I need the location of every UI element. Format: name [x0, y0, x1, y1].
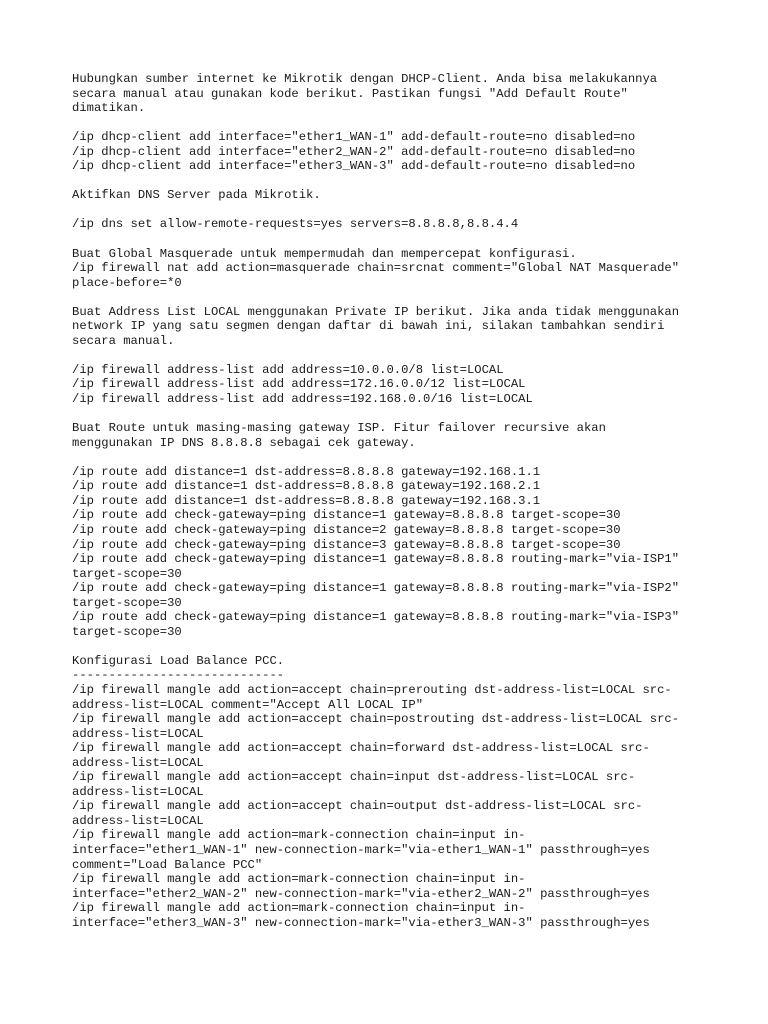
text-line: Buat Global Masquerade untuk mempermudah dan mempercepat konfigurasi. — [72, 246, 577, 261]
text-line: /ip route add check-gateway=ping distance=1 gateway=8.8.8.8 target-scope=30 — [72, 508, 621, 523]
blank-line — [72, 348, 722, 363]
text-line: ----------------------------- — [72, 668, 285, 683]
blank-line — [72, 290, 722, 305]
text-line: /ip firewall address-list add address=192.168.0.0/16 list=LOCAL — [72, 392, 533, 407]
text-line: /ip firewall mangle add action=accept chain=postrouting dst-address-list=LOCAL src- — [72, 712, 680, 727]
text-line: /ip firewall mangle add action=accept chain=input dst-address-list=LOCAL src- — [72, 770, 636, 785]
text-line: secara manual. — [72, 333, 175, 348]
text-line: /ip firewall nat add action=masquerade chain=srcnat comment="Global NAT Masquerade" — [72, 261, 680, 276]
document-body — [72, 72, 722, 930]
blank-line — [72, 203, 722, 218]
text-line: /ip route add check-gateway=ping distance=1 gateway=8.8.8.8 routing-mark="via-ISP1" — [72, 552, 680, 567]
text-line: secara manual atau gunakan kode berikut. Pastikan fungsi "Add Default Route" — [72, 86, 628, 101]
text-line: /ip route add distance=1 dst-address=8.8.8.8 gateway=192.168.1.1 — [72, 464, 541, 479]
text-line: /ip dhcp-client add interface="ether3_WAN-3" add-default-route=no disabled=no — [72, 159, 636, 174]
blank-line — [72, 450, 722, 465]
text-line: place-before=*0 — [72, 275, 182, 290]
text-line: /ip firewall mangle add action=mark-connection chain=input in- — [72, 872, 526, 887]
text-line: target-scope=30 — [72, 566, 182, 581]
text-line: target-scope=30 — [72, 624, 182, 639]
text-line: Hubungkan sumber internet ke Mikrotik dengan DHCP-Client. Anda bisa melakukannya — [72, 72, 658, 86]
blank-line — [72, 116, 722, 131]
text-line: target-scope=30 — [72, 595, 182, 610]
text-line: /ip firewall mangle add action=accept chain=prerouting dst-address-list=LOCAL src- — [72, 682, 672, 697]
text-line: /ip firewall address-list add address=172.16.0.0/12 list=LOCAL — [72, 377, 526, 392]
text-line: /ip route add distance=1 dst-address=8.8.8.8 gateway=192.168.3.1 — [72, 493, 541, 508]
text-line: /ip dhcp-client add interface="ether2_WAN-2" add-default-route=no disabled=no — [72, 144, 636, 159]
text-line: interface="ether2_WAN-2" new-connection-mark="via-ether2_WAN-2" passthrough=yes — [72, 886, 650, 901]
text-line: Buat Route untuk masing-masing gateway ISP. Fitur failover recursive akan — [72, 421, 606, 436]
text-line: /ip route add distance=1 dst-address=8.8.8.8 gateway=192.168.2.1 — [72, 479, 541, 494]
text-line: /ip dhcp-client add interface="ether1_WAN-1" add-default-route=no disabled=no — [72, 130, 636, 145]
text-line: /ip route add check-gateway=ping distance=3 gateway=8.8.8.8 target-scope=30 — [72, 537, 621, 552]
text-line: Konfigurasi Load Balance PCC. — [72, 653, 285, 668]
text-line: comment="Load Balance PCC" — [72, 857, 263, 872]
text-line: address-list=LOCAL — [72, 813, 204, 828]
blank-line — [72, 232, 722, 247]
text-line: address-list=LOCAL comment="Accept All LOCAL IP" — [72, 697, 424, 712]
text-line: /ip route add check-gateway=ping distance=2 gateway=8.8.8.8 target-scope=30 — [72, 522, 621, 537]
text-line: /ip firewall mangle add action=mark-connection chain=input in- — [72, 901, 526, 916]
text-line: interface="ether1_WAN-1" new-connection-mark="via-ether1_WAN-1" passthrough=yes — [72, 842, 650, 857]
text-line: menggunakan IP DNS 8.8.8.8 sebagai cek gateway. — [72, 435, 416, 450]
text-line: interface="ether3_WAN-3" new-connection-mark="via-ether3_WAN-3" passthrough=yes — [72, 915, 650, 930]
text-line: dimatikan. — [72, 101, 146, 116]
text-line: /ip firewall address-list add address=10.0.0.0/8 list=LOCAL — [72, 362, 504, 377]
blank-line — [72, 174, 722, 189]
text-line: /ip route add check-gateway=ping distance=1 gateway=8.8.8.8 routing-mark="via-ISP3" — [72, 610, 680, 625]
text-line: Aktifkan DNS Server pada Mikrotik. — [72, 188, 321, 203]
text-line: /ip firewall mangle add action=mark-connection chain=input in- — [72, 828, 526, 843]
text-line: /ip route add check-gateway=ping distance=1 gateway=8.8.8.8 routing-mark="via-ISP2" — [72, 581, 680, 596]
blank-line — [72, 407, 722, 422]
blank-line — [72, 639, 722, 654]
text-line: /ip firewall mangle add action=accept chain=output dst-address-list=LOCAL src- — [72, 799, 643, 814]
text-line: network IP yang satu segmen dengan daftar di bawah ini, silakan tambahkan sendiri — [72, 319, 665, 334]
text-line: address-list=LOCAL — [72, 784, 204, 799]
text-line: address-list=LOCAL — [72, 726, 204, 741]
text-line: Buat Address List LOCAL menggunakan Private IP berikut. Jika anda tidak menggunakan — [72, 304, 680, 319]
text-line: /ip dns set allow-remote-requests=yes servers=8.8.8.8,8.8.4.4 — [72, 217, 519, 232]
text-line: address-list=LOCAL — [72, 755, 204, 770]
text-line: /ip firewall mangle add action=accept chain=forward dst-address-list=LOCAL src- — [72, 741, 650, 756]
